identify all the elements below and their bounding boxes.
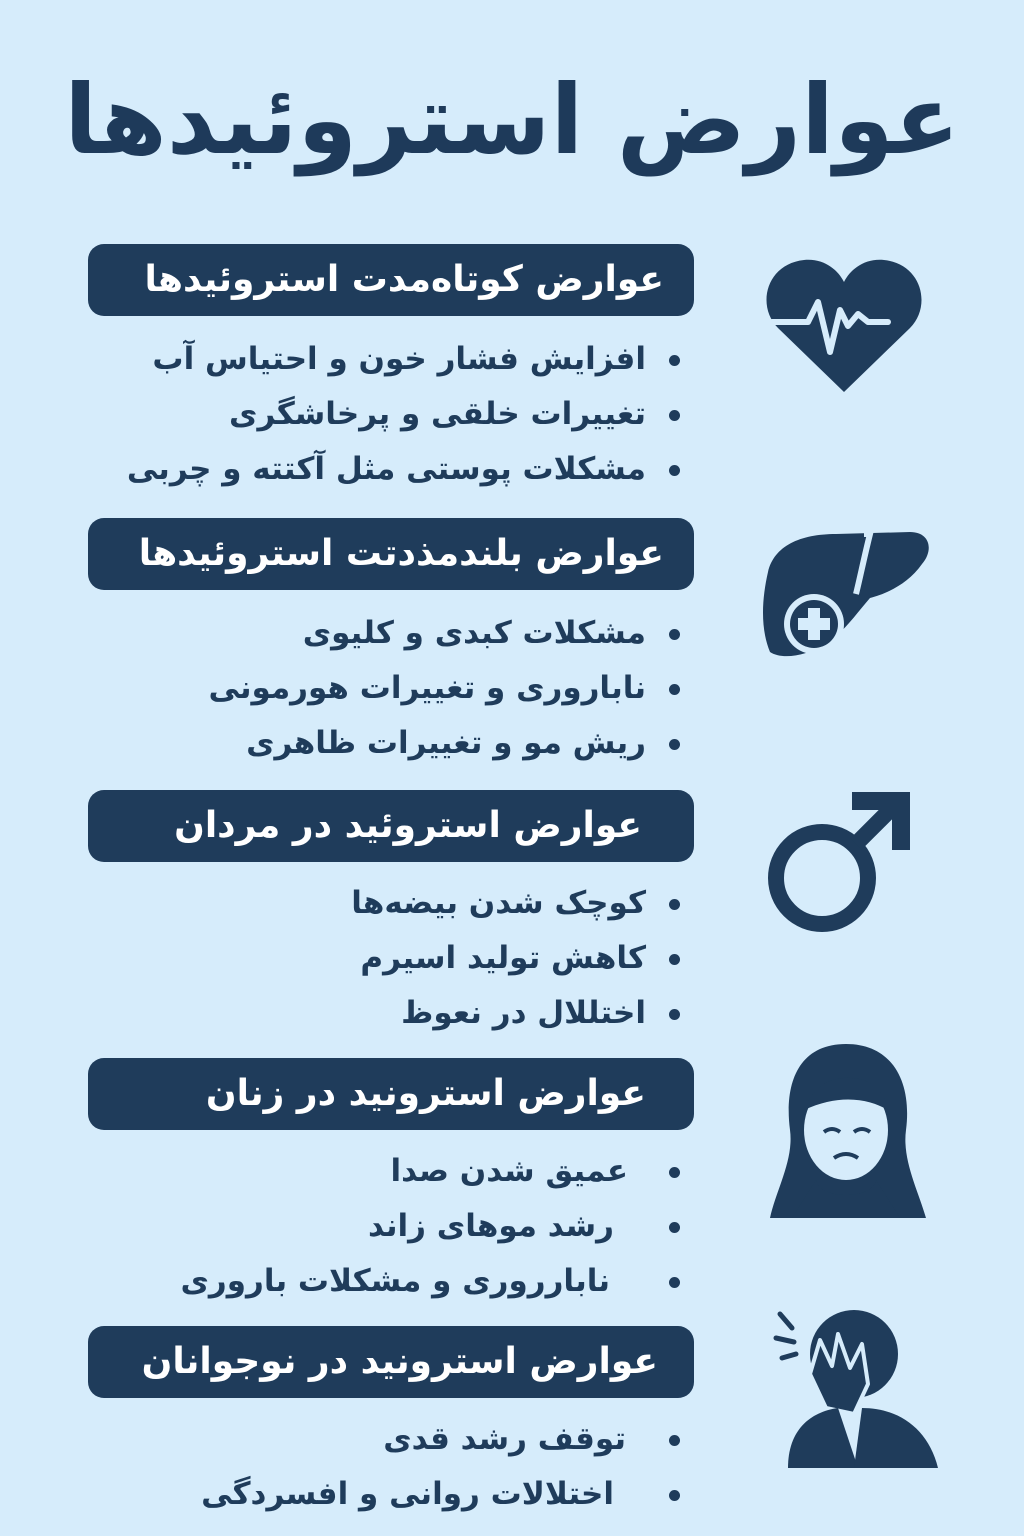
bullet-icon — [669, 1167, 680, 1178]
bullet-icon — [669, 1435, 680, 1446]
distressed-teen-icon — [758, 1304, 942, 1468]
bullet-icon — [669, 465, 680, 476]
list-item: مشکلات پوستی مثل آکتته و چربی — [88, 442, 694, 497]
liver-icon — [760, 528, 932, 660]
bullet-icon — [669, 954, 680, 965]
list-item: کاهش تولید اسیرم — [88, 931, 694, 986]
list-item: افزایش فشار خون و احتیاس آب — [88, 332, 694, 387]
list-item: نابارروری و مشکلات باروری — [88, 1254, 694, 1309]
male-symbol-icon — [764, 790, 914, 938]
list-item: عمیق شدن صدا — [88, 1144, 694, 1199]
bullet-icon — [669, 899, 680, 910]
section-list — [88, 332, 694, 497]
list-item: ناباروری و تغییرات هورمونی — [88, 661, 694, 716]
list-item: ریش مو و تغییرات ظاهری — [88, 716, 694, 771]
section-heading: عوارض استرونید در زنان — [88, 1058, 694, 1130]
bullet-icon — [669, 410, 680, 421]
page-title: عوارض استروئیدها — [64, 64, 960, 176]
sad-woman-icon — [768, 1040, 928, 1220]
bullet-icon — [669, 739, 680, 750]
bullet-icon — [669, 1277, 680, 1288]
list-item: اختللال در نعوظ — [88, 986, 694, 1041]
section-heading: عوارض استروئید در مردان — [88, 790, 694, 862]
section-list — [88, 1144, 694, 1309]
section-list — [88, 876, 694, 1041]
bullet-icon — [669, 684, 680, 695]
section-heading: عوارض استرونید در نوجوانان — [88, 1326, 694, 1398]
bullet-icon — [669, 1222, 680, 1233]
list-item: رشد موهای زاند — [88, 1199, 694, 1254]
bullet-icon — [669, 629, 680, 640]
bullet-icon — [669, 355, 680, 366]
list-item: کوچک شدن بیضه‌ها — [88, 876, 694, 931]
list-item: اختلالات روانی و افسردگی — [88, 1467, 694, 1522]
list-item: تغییرات خلقی و پرخاشگری — [88, 387, 694, 442]
heart-pulse-icon — [764, 256, 924, 396]
section-list — [88, 1412, 694, 1522]
bullet-icon — [669, 1490, 680, 1501]
bullet-icon — [669, 1009, 680, 1020]
list-item: توقف رشد قدی — [88, 1412, 694, 1467]
section-heading: عوارض بلندمذدتت استروئیدها — [88, 518, 694, 590]
section-list — [88, 606, 694, 771]
section-heading: عوارض کوتاه‌مدت استروئیدها — [88, 244, 694, 316]
list-item: مشکلات کبدی و کلیوی — [88, 606, 694, 661]
